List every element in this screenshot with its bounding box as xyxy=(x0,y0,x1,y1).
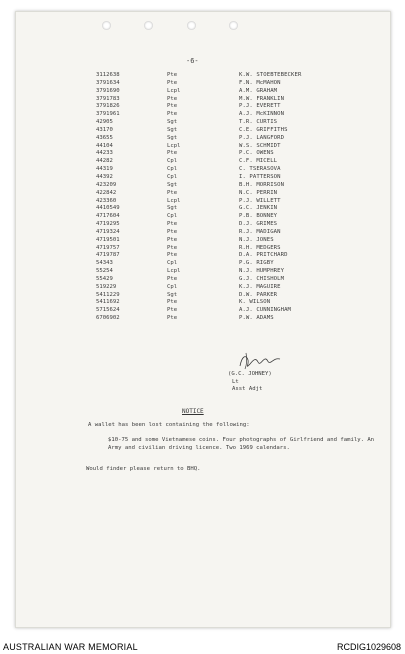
personnel-row xyxy=(96,315,336,323)
personnel-row xyxy=(96,80,336,88)
personnel-row xyxy=(96,292,336,300)
rank: Cpl xyxy=(167,173,178,180)
signatory-rank: Lt xyxy=(232,379,239,385)
service-number: 5411229 xyxy=(96,291,120,298)
person-name: A.M. GRAHAM xyxy=(239,87,278,94)
service-number: 3112638 xyxy=(96,72,120,78)
service-number: 423360 xyxy=(96,197,117,204)
personnel-row xyxy=(96,198,336,206)
personnel-row xyxy=(96,307,336,315)
person-name: C.F. MICELL xyxy=(239,158,278,165)
personnel-row xyxy=(96,284,336,292)
rank: Pte xyxy=(167,299,178,306)
person-name: N.J. HUMPHREY xyxy=(239,268,285,275)
person-name: D.W. PARKER xyxy=(239,291,278,298)
person-name: I. PATTERSON xyxy=(239,173,281,180)
rank: Lcpl xyxy=(167,268,181,275)
person-name: T.R. CURTIS xyxy=(239,119,278,126)
rank: Pte xyxy=(167,236,178,243)
page-number: -6- xyxy=(186,57,199,65)
person-name: P.W. ADAMS xyxy=(239,315,274,322)
service-number: 55429 xyxy=(96,275,113,282)
personnel-row xyxy=(96,72,336,80)
service-number: 4719295 xyxy=(96,221,120,228)
personnel-row xyxy=(96,221,336,229)
service-number: 55254 xyxy=(96,268,113,275)
handwritten-signature xyxy=(236,350,282,372)
service-number: 3791634 xyxy=(96,79,120,86)
signatory-name: (G.C. JOHNEY) xyxy=(228,371,272,377)
rank: Pte xyxy=(167,95,178,102)
personnel-row xyxy=(96,205,336,213)
service-number: 4719324 xyxy=(96,228,120,235)
rank: Pte xyxy=(167,79,178,86)
person-name: P.J. LANGFORD xyxy=(239,134,285,141)
personnel-row xyxy=(96,111,336,119)
personnel-row xyxy=(96,237,336,245)
rank: Sgt xyxy=(167,291,178,298)
service-number: 4717604 xyxy=(96,213,120,220)
person-name: A.J. McKINNON xyxy=(239,111,285,118)
service-number: 42905 xyxy=(96,119,113,126)
service-number: 519229 xyxy=(96,283,117,290)
person-name: F.N. McMAHON xyxy=(239,79,281,86)
notice-return-request: Would finder please return to BHQ. xyxy=(86,466,201,472)
notice-intro: A wallet has been lost containing the following: xyxy=(88,422,250,428)
person-name: W.S. SCHMIDT xyxy=(239,142,281,149)
person-name: P.B. BONNEY xyxy=(239,213,278,220)
personnel-row xyxy=(96,119,336,127)
person-name: P.G. RIGBY xyxy=(239,260,274,267)
person-name: G.C. JENKIN xyxy=(239,205,278,212)
punch-hole xyxy=(229,21,238,30)
person-name: R.J. MADIGAN xyxy=(239,228,281,235)
rank: Sgt xyxy=(167,205,178,212)
person-name: D.A. PRITCHARD xyxy=(239,252,288,259)
person-name: K. WILSON xyxy=(239,299,271,306)
rank: Sgt xyxy=(167,119,178,126)
notice-heading: NOTICE xyxy=(182,408,204,415)
person-name: G.J. CHISHOLM xyxy=(239,275,285,282)
rank: Pte xyxy=(167,111,178,118)
service-number: 3791783 xyxy=(96,95,120,102)
notice-contents: $10-75 and some Vietnamese coins. Four photographs of Girlfriend and family. An Army and civilian driving licence. Two 1969 calendars. xyxy=(108,437,375,451)
person-name: M.W. FRANKLIN xyxy=(239,95,285,102)
rank: Pte xyxy=(167,315,178,322)
rank: Pte xyxy=(167,221,178,228)
service-number: 54343 xyxy=(96,260,113,267)
rank: Pte xyxy=(167,307,178,314)
personnel-row xyxy=(96,268,336,276)
person-name: N.J. JONES xyxy=(239,236,274,243)
personnel-row xyxy=(96,96,336,104)
archive-footer xyxy=(0,640,405,654)
rank: Pte xyxy=(167,150,178,157)
service-number: 3791826 xyxy=(96,103,120,110)
rank: Pte xyxy=(167,244,178,251)
person-name: K.J. MAGUIRE xyxy=(239,283,281,290)
personnel-row xyxy=(96,229,336,237)
service-number: 44104 xyxy=(96,142,113,149)
rank: Sgt xyxy=(167,134,178,141)
personnel-row xyxy=(96,127,336,135)
rank: Cpl xyxy=(167,260,178,267)
service-number: 43655 xyxy=(96,134,113,141)
personnel-row xyxy=(96,103,336,111)
person-name: P.J. WILLETT xyxy=(239,197,281,204)
service-number: 44392 xyxy=(96,173,113,180)
service-number: 44282 xyxy=(96,158,113,165)
service-number: 4410549 xyxy=(96,205,120,212)
archive-name: AUSTRALIAN WAR MEMORIAL xyxy=(3,642,138,652)
personnel-row xyxy=(96,299,336,307)
person-name: B.H. MORRISON xyxy=(239,181,285,188)
person-name: K.W. STOEBTEBECKER xyxy=(239,72,302,78)
rank: Sgt xyxy=(167,181,178,188)
personnel-row xyxy=(96,166,336,174)
person-name: R.H. MEDGERS xyxy=(239,244,281,251)
rank: Cpl xyxy=(167,283,178,290)
service-number: 44233 xyxy=(96,150,113,157)
service-number: 5715624 xyxy=(96,307,120,314)
personnel-list xyxy=(96,72,336,323)
service-number: 423209 xyxy=(96,181,117,188)
personnel-row xyxy=(96,143,336,151)
person-name: P.J. EVERETT xyxy=(239,103,281,110)
personnel-row xyxy=(96,260,336,268)
personnel-row xyxy=(96,88,336,96)
person-name: A.J. CUNNINGHAM xyxy=(239,307,292,314)
personnel-row xyxy=(96,182,336,190)
personnel-row xyxy=(96,174,336,182)
person-name: C.E. GRIFFITHS xyxy=(239,126,288,133)
rank: Pte xyxy=(167,103,178,110)
service-number: 6706902 xyxy=(96,315,120,322)
service-number: 4719757 xyxy=(96,244,120,251)
service-number: 4719501 xyxy=(96,236,120,243)
person-name: D.J. GRIMES xyxy=(239,221,278,228)
archive-reference: RCDIG1029608 xyxy=(336,642,401,652)
rank: Sgt xyxy=(167,126,178,133)
rank: Pte xyxy=(167,252,178,259)
service-number: 3791961 xyxy=(96,111,120,118)
signatory-title: Asst Adjt xyxy=(232,386,263,392)
rank: Lcpl xyxy=(167,197,181,204)
rank: Cpl xyxy=(167,158,178,165)
service-number: 43170 xyxy=(96,126,113,133)
person-name: N.C. PERRIN xyxy=(239,189,278,196)
personnel-row xyxy=(96,135,336,143)
rank: Lcpl xyxy=(167,87,181,94)
service-number: 5411692 xyxy=(96,299,120,306)
personnel-row xyxy=(96,245,336,253)
rank: Pte xyxy=(167,189,178,196)
service-number: 44319 xyxy=(96,166,113,173)
punch-hole xyxy=(144,21,153,30)
rank: Pte xyxy=(167,228,178,235)
rank: Lcpl xyxy=(167,142,181,149)
punch-hole xyxy=(187,21,196,30)
personnel-row xyxy=(96,276,336,284)
personnel-row xyxy=(96,190,336,198)
personnel-row xyxy=(96,213,336,221)
service-number: 3791690 xyxy=(96,87,120,94)
service-number: 422842 xyxy=(96,189,117,196)
personnel-row xyxy=(96,252,336,260)
person-name: P.C. OWENS xyxy=(239,150,274,157)
person-name: C. TSERASOVA xyxy=(239,166,281,173)
rank: Pte xyxy=(167,72,178,78)
rank: Cpl xyxy=(167,166,178,173)
rank: Pte xyxy=(167,275,178,282)
service-number: 4719787 xyxy=(96,252,120,259)
personnel-row xyxy=(96,150,336,158)
personnel-row xyxy=(96,158,336,166)
punch-hole xyxy=(102,21,111,30)
rank: Cpl xyxy=(167,213,178,220)
